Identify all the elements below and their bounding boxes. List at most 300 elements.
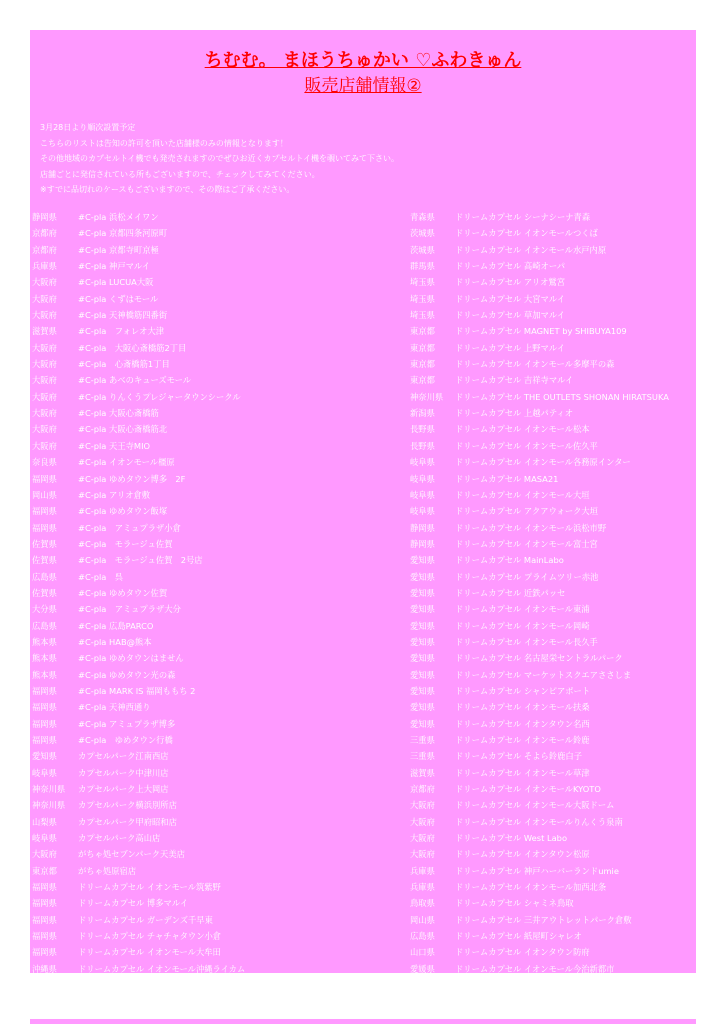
store-prefecture: 大阪府 <box>410 816 435 827</box>
store-name: ドリームカプセル イオンモール沖縄ライカム <box>78 963 246 974</box>
store-row <box>410 879 696 895</box>
store-row <box>410 405 696 421</box>
store-prefecture: 三重県 <box>410 735 435 745</box>
store-name: ドリームカプセル 吉祥寺マルイ <box>455 375 574 386</box>
store-name: #C-pla ゆめタウン行橋 <box>78 735 173 745</box>
store-row <box>410 569 696 585</box>
store-prefecture: 大阪府 <box>32 310 57 321</box>
store-row <box>410 667 696 683</box>
store-row <box>410 944 696 960</box>
store-name: ドリームカプセル アリオ鷲宮 <box>455 277 565 288</box>
store-name: ドリームカプセル 名古屋栄セントラルパーク <box>455 653 623 664</box>
store-row <box>32 225 408 241</box>
store-row <box>410 438 696 454</box>
store-prefecture: 東京都 <box>410 342 435 353</box>
store-prefecture: 大阪府 <box>32 342 57 353</box>
store-list-right <box>410 209 696 994</box>
store-name: ドリームカプセル 上野マルイ <box>455 342 565 353</box>
store-name: #C-pla 天神西通り <box>78 702 151 713</box>
store-name: ドリームカプセル ガーデンズ千早東 <box>78 914 213 925</box>
store-prefecture: 京都府 <box>32 244 57 255</box>
store-name: ドリームカプセル イオンモール水戸内原 <box>455 244 607 255</box>
store-name: がちゃ処原宿店 <box>78 865 137 876</box>
store-name: ドリームカプセル イオンモール大阪ドーム <box>455 800 615 811</box>
store-name: ドリームカプセル イオンモール今治新都市 <box>455 963 615 974</box>
store-row <box>410 928 696 944</box>
store-prefecture: 愛知県 <box>410 702 435 713</box>
store-name: #C-pla 大阪心斎橋筋北 <box>78 424 168 435</box>
store-row <box>32 944 408 960</box>
note-line: その他地域のカプセルトイ機でも発売されますのでぜひお近くカプセルトイ機を覗いてみて下さい。 <box>40 154 400 163</box>
store-prefecture: 福岡県 <box>32 718 57 729</box>
store-name: ドリームカプセル MainLabo <box>455 555 564 566</box>
page-subtitle: 販売店舗情報② <box>304 76 422 96</box>
store-name: #C-pla 浜松メイワン <box>78 212 159 222</box>
store-name: #C-pla 天王寺MIO <box>78 440 151 451</box>
store-prefecture: 静岡県 <box>410 538 435 549</box>
store-row <box>32 552 408 568</box>
store-row <box>410 356 696 372</box>
store-row <box>32 879 408 895</box>
store-prefecture: 京都府 <box>410 784 435 795</box>
store-name: ドリームカプセル イオンモール筑紫野 <box>78 882 221 893</box>
store-row <box>32 863 408 879</box>
store-name: ドリームカプセル アクアウォーク大垣 <box>455 506 599 517</box>
store-row <box>32 487 408 503</box>
store-prefecture: 大阪府 <box>410 800 435 811</box>
store-row <box>32 520 408 536</box>
store-prefecture: 長野県 <box>410 440 435 451</box>
store-name: カプセルパーク甲府昭和店 <box>78 816 177 827</box>
store-prefecture: 新潟県 <box>410 408 435 419</box>
store-row <box>410 863 696 879</box>
store-prefecture: 埼玉県 <box>410 277 435 288</box>
store-prefecture: 東京都 <box>410 326 435 337</box>
store-name: ドリームカプセル 上越パティオ <box>455 408 574 419</box>
store-name: #C-pla フォレオ大津 <box>78 326 165 337</box>
store-row <box>410 585 696 601</box>
store-row <box>32 585 408 601</box>
store-prefecture: 東京都 <box>410 375 435 386</box>
store-name: #C-pla 天神橋筋四番街 <box>78 310 168 321</box>
store-prefecture: 愛知県 <box>410 685 435 696</box>
store-prefecture: 愛知県 <box>410 587 435 598</box>
store-name: ドリームカプセル プライムツリー赤池 <box>455 571 599 582</box>
store-name: #C-pla ゆめタウンはません <box>78 653 184 664</box>
store-prefecture: 福岡県 <box>32 506 57 517</box>
store-name: ドリームカプセル 高崎オーパ <box>455 261 565 272</box>
store-name: ドリームカプセル イオンモール佐久平 <box>455 440 598 451</box>
store-name: #C-pla アリオ倉敷 <box>78 489 151 500</box>
store-prefecture: 京都府 <box>32 228 57 239</box>
store-name: ドリームカプセル シャンピアポート <box>455 685 591 696</box>
store-name: #C-pla ゆめタウン佐賀 <box>78 587 168 598</box>
store-name: ドリームカプセル イオンモールKYOTO <box>455 784 601 795</box>
store-name: ドリームカプセル イオンモール多摩平の森 <box>455 359 615 370</box>
store-name: ドリームカプセル イオンタウン名西 <box>455 718 590 729</box>
store-name: ドリームカプセル イオンモール岡崎 <box>455 620 590 631</box>
store-row <box>410 389 696 405</box>
store-row <box>32 716 408 732</box>
store-row <box>32 536 408 552</box>
store-prefecture: 大阪府 <box>410 833 435 844</box>
store-prefecture: 広島県 <box>32 620 57 631</box>
store-name: がちゃ処セブンパーク天美店 <box>78 849 185 860</box>
store-name: ドリームカプセル 三井アウトレットパーク倉敷 <box>455 914 632 925</box>
store-name: ドリームカプセル MAGNET by SHIBUYA109 <box>455 326 627 337</box>
store-row <box>410 895 696 911</box>
store-row <box>32 618 408 634</box>
store-name: ドリームカプセル シーナシーナ青森 <box>455 212 591 222</box>
store-row <box>410 536 696 552</box>
store-row <box>32 372 408 388</box>
store-prefecture: 大阪府 <box>32 391 57 402</box>
store-prefecture: 沖縄県 <box>32 963 57 974</box>
store-prefecture: 愛知県 <box>410 555 435 566</box>
store-name: ドリームカプセル イオンモールつくば <box>455 228 598 239</box>
store-name: #C-pla 京都寺町京極 <box>78 244 159 255</box>
store-prefecture: 岡山県 <box>32 489 57 500</box>
store-row <box>32 895 408 911</box>
store-prefecture: 福岡県 <box>32 473 57 484</box>
store-prefecture: 愛知県 <box>410 571 435 582</box>
store-row <box>410 520 696 536</box>
store-prefecture: 高知県 <box>410 980 435 991</box>
store-row <box>410 323 696 339</box>
store-prefecture: 福岡県 <box>32 735 57 745</box>
store-prefecture: 三重県 <box>410 751 435 762</box>
store-name: ドリームカプセル イオンモール大垣 <box>455 489 590 500</box>
store-row <box>32 421 408 437</box>
store-name: ドリームカプセル イオンモール鈴鹿 <box>455 735 590 745</box>
store-name: ドリームカプセル 近鉄パッセ <box>455 587 566 598</box>
store-row <box>410 552 696 568</box>
store-name: ドリームカプセル 草加マルイ <box>455 310 565 321</box>
store-row <box>410 274 696 290</box>
store-prefecture: 神奈川県 <box>32 800 66 811</box>
store-name: ドリームカプセル イオンモール東浦 <box>455 604 590 615</box>
store-name: カプセルパーク高山店 <box>78 833 161 844</box>
store-name: ドリームカプセル マックスバリュやいま <box>78 980 230 991</box>
store-name: カプセルパーク中津川店 <box>78 767 169 778</box>
store-row <box>410 471 696 487</box>
store-name: #C-pla 心斎橋筋1丁目 <box>78 359 170 370</box>
store-prefecture: 広島県 <box>410 931 435 942</box>
store-name: #C-pla アミュプラザ博多 <box>78 718 176 729</box>
store-row <box>32 683 408 699</box>
store-prefecture: 群馬県 <box>410 261 435 272</box>
store-name: ドリームカプセル イオンタウン松原 <box>455 849 590 860</box>
store-row <box>32 961 408 977</box>
store-name: ドリームカプセル マーケットスクエアささしま <box>455 669 632 680</box>
note-line: 店舗ごとに発信されている所もございますので、チェックしてみてください。 <box>40 169 320 179</box>
store-row <box>32 732 408 748</box>
store-row <box>32 814 408 830</box>
store-prefecture: 兵庫県 <box>410 865 435 876</box>
store-name: #C-pla HAB@熊本 <box>78 636 152 647</box>
store-name: #C-pla アミュプラザ大分 <box>78 604 181 615</box>
store-prefecture: 大阪府 <box>32 424 57 435</box>
store-row <box>32 748 408 764</box>
store-prefecture: 熊本県 <box>32 669 57 680</box>
store-row <box>410 372 696 388</box>
store-name: #C-pla LUCUA大阪 <box>78 277 154 288</box>
store-row <box>32 323 408 339</box>
store-row <box>32 601 408 617</box>
store-name: #C-pla MARK IS 福岡ももち 2 <box>78 685 196 696</box>
store-row <box>410 732 696 748</box>
store-row <box>410 797 696 813</box>
store-prefecture: 愛媛県 <box>410 963 435 974</box>
store-row <box>32 846 408 862</box>
store-prefecture: 茨城県 <box>410 228 435 239</box>
store-name: ドリームカプセル イオンモール松本 <box>455 424 590 435</box>
store-name: #C-pla ゆめタウン飯塚 <box>78 506 168 517</box>
store-prefecture: 岐阜県 <box>32 767 57 778</box>
store-name: ドリームカプセル そよら鈴鹿白子 <box>455 751 583 762</box>
store-name: #C-pla 広島PARCO <box>78 620 154 631</box>
store-row <box>410 421 696 437</box>
store-row <box>410 225 696 241</box>
store-list-left <box>32 209 408 994</box>
store-row <box>410 340 696 356</box>
store-name: ドリームカプセル イオンモール大牟田 <box>78 947 221 958</box>
store-name: ドリームカプセル イオンモール各務原インター <box>455 457 631 468</box>
store-prefecture: 愛知県 <box>410 718 435 729</box>
store-row <box>410 242 696 258</box>
store-row <box>32 503 408 519</box>
store-prefecture: 福岡県 <box>32 898 57 909</box>
store-prefecture: 福岡県 <box>32 914 57 925</box>
store-row <box>410 846 696 862</box>
store-row <box>410 912 696 928</box>
store-prefecture: 愛知県 <box>32 751 57 762</box>
store-row <box>32 471 408 487</box>
store-name: #C-pla アミュプラザ小倉 <box>78 522 181 533</box>
store-name: ドリームカプセル イオンモール浜松市野 <box>455 522 607 533</box>
store-prefecture: 福岡県 <box>32 685 57 696</box>
store-row <box>410 765 696 781</box>
page-title: ちむむ。 まほうちゅかい ♡ふわきゅん <box>204 50 522 71</box>
note-line: ※すでに品切れのケースもございますので、その際はご了承ください。 <box>40 185 295 194</box>
store-row <box>410 601 696 617</box>
store-prefecture: 大阪府 <box>32 293 57 304</box>
store-name: ドリームカプセル 博多マルイ <box>78 898 188 909</box>
store-row <box>410 781 696 797</box>
store-name: ドリームカプセル THE OUTLETS SHONAN HIRATSUKA <box>455 391 669 402</box>
store-row <box>32 454 408 470</box>
store-prefecture: 福岡県 <box>32 702 57 713</box>
note-line: 3月28日より順次設置予定 <box>40 123 136 132</box>
document-sheet <box>30 30 696 991</box>
store-prefecture: 大阪府 <box>32 408 57 419</box>
store-name: #C-pla 大阪心斎橋筋 <box>78 408 159 419</box>
store-prefecture: 沖縄県 <box>32 980 57 991</box>
store-prefecture: 長野県 <box>410 424 435 435</box>
store-name: ドリームカプセル イオンモール草津 <box>455 767 590 778</box>
store-name: ドリームカプセル イオンモールりんくう泉南 <box>455 816 623 827</box>
store-prefecture: 大阪府 <box>32 849 57 860</box>
store-name: ドリームカプセル 紙屋町シャレオ <box>455 931 582 942</box>
store-row <box>410 830 696 846</box>
store-row <box>410 503 696 519</box>
next-page-edge <box>30 1019 696 1024</box>
store-name: ドリームカプセル チャチャタウン小倉 <box>78 931 222 942</box>
store-name: #C-pla モラージュ佐賀 <box>78 538 173 549</box>
store-row <box>32 765 408 781</box>
store-row <box>410 814 696 830</box>
store-prefecture: 大阪府 <box>410 849 435 860</box>
store-row <box>32 258 408 274</box>
store-prefecture: 大分県 <box>32 604 57 615</box>
store-prefecture: 岐阜県 <box>32 833 57 844</box>
store-prefecture: 岐阜県 <box>410 506 435 517</box>
store-prefecture: 奈良県 <box>32 457 57 468</box>
store-row <box>32 699 408 715</box>
store-name: カプセルパーク横浜別所店 <box>78 800 177 811</box>
store-name: #C-pla あべのキューズモール <box>78 375 192 386</box>
store-prefecture: 青森県 <box>410 212 435 222</box>
store-name: ドリームカプセル イオンタウン防府 <box>455 947 590 958</box>
store-prefecture: 神奈川県 <box>32 784 66 795</box>
store-row <box>32 781 408 797</box>
store-row <box>410 307 696 323</box>
store-row <box>32 438 408 454</box>
store-prefecture: 福岡県 <box>32 882 57 893</box>
store-name: #C-pla 呉 <box>78 571 123 582</box>
store-name: ドリームカプセル 大宮マルイ <box>455 293 565 304</box>
store-row <box>32 667 408 683</box>
store-name: ドリームカプセル イオンモール長久手 <box>455 636 598 647</box>
store-prefecture: 佐賀県 <box>32 555 57 566</box>
store-prefecture: 岐阜県 <box>410 457 435 468</box>
store-prefecture: 兵庫県 <box>410 882 435 893</box>
store-row <box>410 961 696 977</box>
store-row <box>32 569 408 585</box>
store-row <box>410 683 696 699</box>
notes-block <box>40 120 680 198</box>
store-row <box>32 274 408 290</box>
store-prefecture: 愛知県 <box>410 669 435 680</box>
store-name: #C-pla モラージュ佐賀 2号店 <box>78 555 203 566</box>
store-prefecture: 福岡県 <box>32 947 57 958</box>
store-prefecture: 熊本県 <box>32 636 57 647</box>
store-prefecture: 熊本県 <box>32 653 57 664</box>
store-row <box>32 928 408 944</box>
store-row <box>32 912 408 928</box>
store-row <box>410 454 696 470</box>
store-prefecture: 静岡県 <box>32 212 57 222</box>
store-name: #C-pla イオンモール橿原 <box>78 457 175 468</box>
store-row <box>32 307 408 323</box>
store-prefecture: 東京都 <box>410 359 435 370</box>
store-row <box>410 634 696 650</box>
store-prefecture: 埼玉県 <box>410 293 435 304</box>
store-row <box>410 487 696 503</box>
store-name: カプセルパーク江南西店 <box>78 751 169 762</box>
store-prefecture: 岐阜県 <box>410 489 435 500</box>
store-prefecture: 佐賀県 <box>32 538 57 549</box>
store-name: #C-pla ゆめタウン光の森 <box>78 669 176 680</box>
store-name: #C-pla くずはモール <box>78 293 159 304</box>
store-row <box>410 748 696 764</box>
store-prefecture: 滋賀県 <box>410 767 435 778</box>
store-prefecture: 福岡県 <box>32 931 57 942</box>
store-prefecture: 静岡県 <box>410 522 435 533</box>
store-row <box>410 209 696 225</box>
store-row <box>32 340 408 356</box>
store-row <box>32 209 408 225</box>
store-row <box>32 634 408 650</box>
store-prefecture: 大阪府 <box>32 359 57 370</box>
store-name: ドリームカプセル MASA21 <box>455 473 559 484</box>
store-prefecture: 愛知県 <box>410 653 435 664</box>
store-row <box>32 242 408 258</box>
store-prefecture: 大阪府 <box>32 375 57 386</box>
store-name: ドリームカプセル イオンモール富士宮 <box>455 538 598 549</box>
store-prefecture: 山梨県 <box>32 816 57 827</box>
store-prefecture: 佐賀県 <box>32 587 57 598</box>
store-row <box>410 699 696 715</box>
store-row <box>410 291 696 307</box>
store-prefecture: 東京都 <box>32 865 57 876</box>
store-name: ドリームカプセル シャミネ鳥取 <box>455 898 574 909</box>
store-row <box>32 291 408 307</box>
store-name: #C-pla 京都四条河原町 <box>78 228 168 239</box>
store-row <box>410 716 696 732</box>
store-row <box>32 797 408 813</box>
store-prefecture: 岡山県 <box>410 914 435 925</box>
store-row <box>32 650 408 666</box>
store-row <box>410 977 696 993</box>
store-prefecture: 埼玉県 <box>410 310 435 321</box>
store-name: ドリームカプセル 高知アベニュー <box>455 980 582 991</box>
store-prefecture: 大阪府 <box>32 440 57 451</box>
store-row <box>32 389 408 405</box>
store-name: #C-pla 大阪心斎橋筋2丁目 <box>78 342 187 353</box>
store-name: #C-pla ゆめタウン博多 2F <box>78 473 186 484</box>
store-prefecture: 愛知県 <box>410 620 435 631</box>
store-name: ドリームカプセル イオンモール扶桑 <box>455 702 590 713</box>
store-name: ドリームカプセル 神戸ハーバーランドumie <box>455 865 619 876</box>
store-prefecture: 茨城県 <box>410 244 435 255</box>
store-row <box>32 977 408 993</box>
store-row <box>32 405 408 421</box>
store-prefecture: 滋賀県 <box>32 326 57 337</box>
store-prefecture: 福岡県 <box>32 522 57 533</box>
store-prefecture: 鳥取県 <box>410 898 435 909</box>
store-name: カプセルパーク上大岡店 <box>78 784 169 795</box>
store-row <box>410 618 696 634</box>
store-prefecture: 愛知県 <box>410 636 435 647</box>
store-name: #C-pla りんくうプレジャータウンシークル <box>78 391 241 402</box>
store-prefecture: 兵庫県 <box>32 261 57 272</box>
store-prefecture: 岐阜県 <box>410 473 435 484</box>
store-name: ドリームカプセル イオンモール加西北条 <box>455 882 607 893</box>
store-prefecture: 大阪府 <box>32 277 57 288</box>
store-name: #C-pla 神戸マルイ <box>78 261 151 272</box>
store-prefecture: 広島県 <box>32 571 57 582</box>
store-row <box>32 356 408 372</box>
store-row <box>410 650 696 666</box>
store-row <box>32 830 408 846</box>
store-prefecture: 神奈川県 <box>410 391 444 402</box>
note-line: こちらのリストは告知の許可を頂いた店舗様のみの情報となります！ <box>40 138 288 148</box>
store-prefecture: 愛知県 <box>410 604 435 615</box>
store-row <box>410 258 696 274</box>
store-name: ドリームカプセル West Labo <box>455 833 568 844</box>
store-prefecture: 山口県 <box>410 947 435 958</box>
